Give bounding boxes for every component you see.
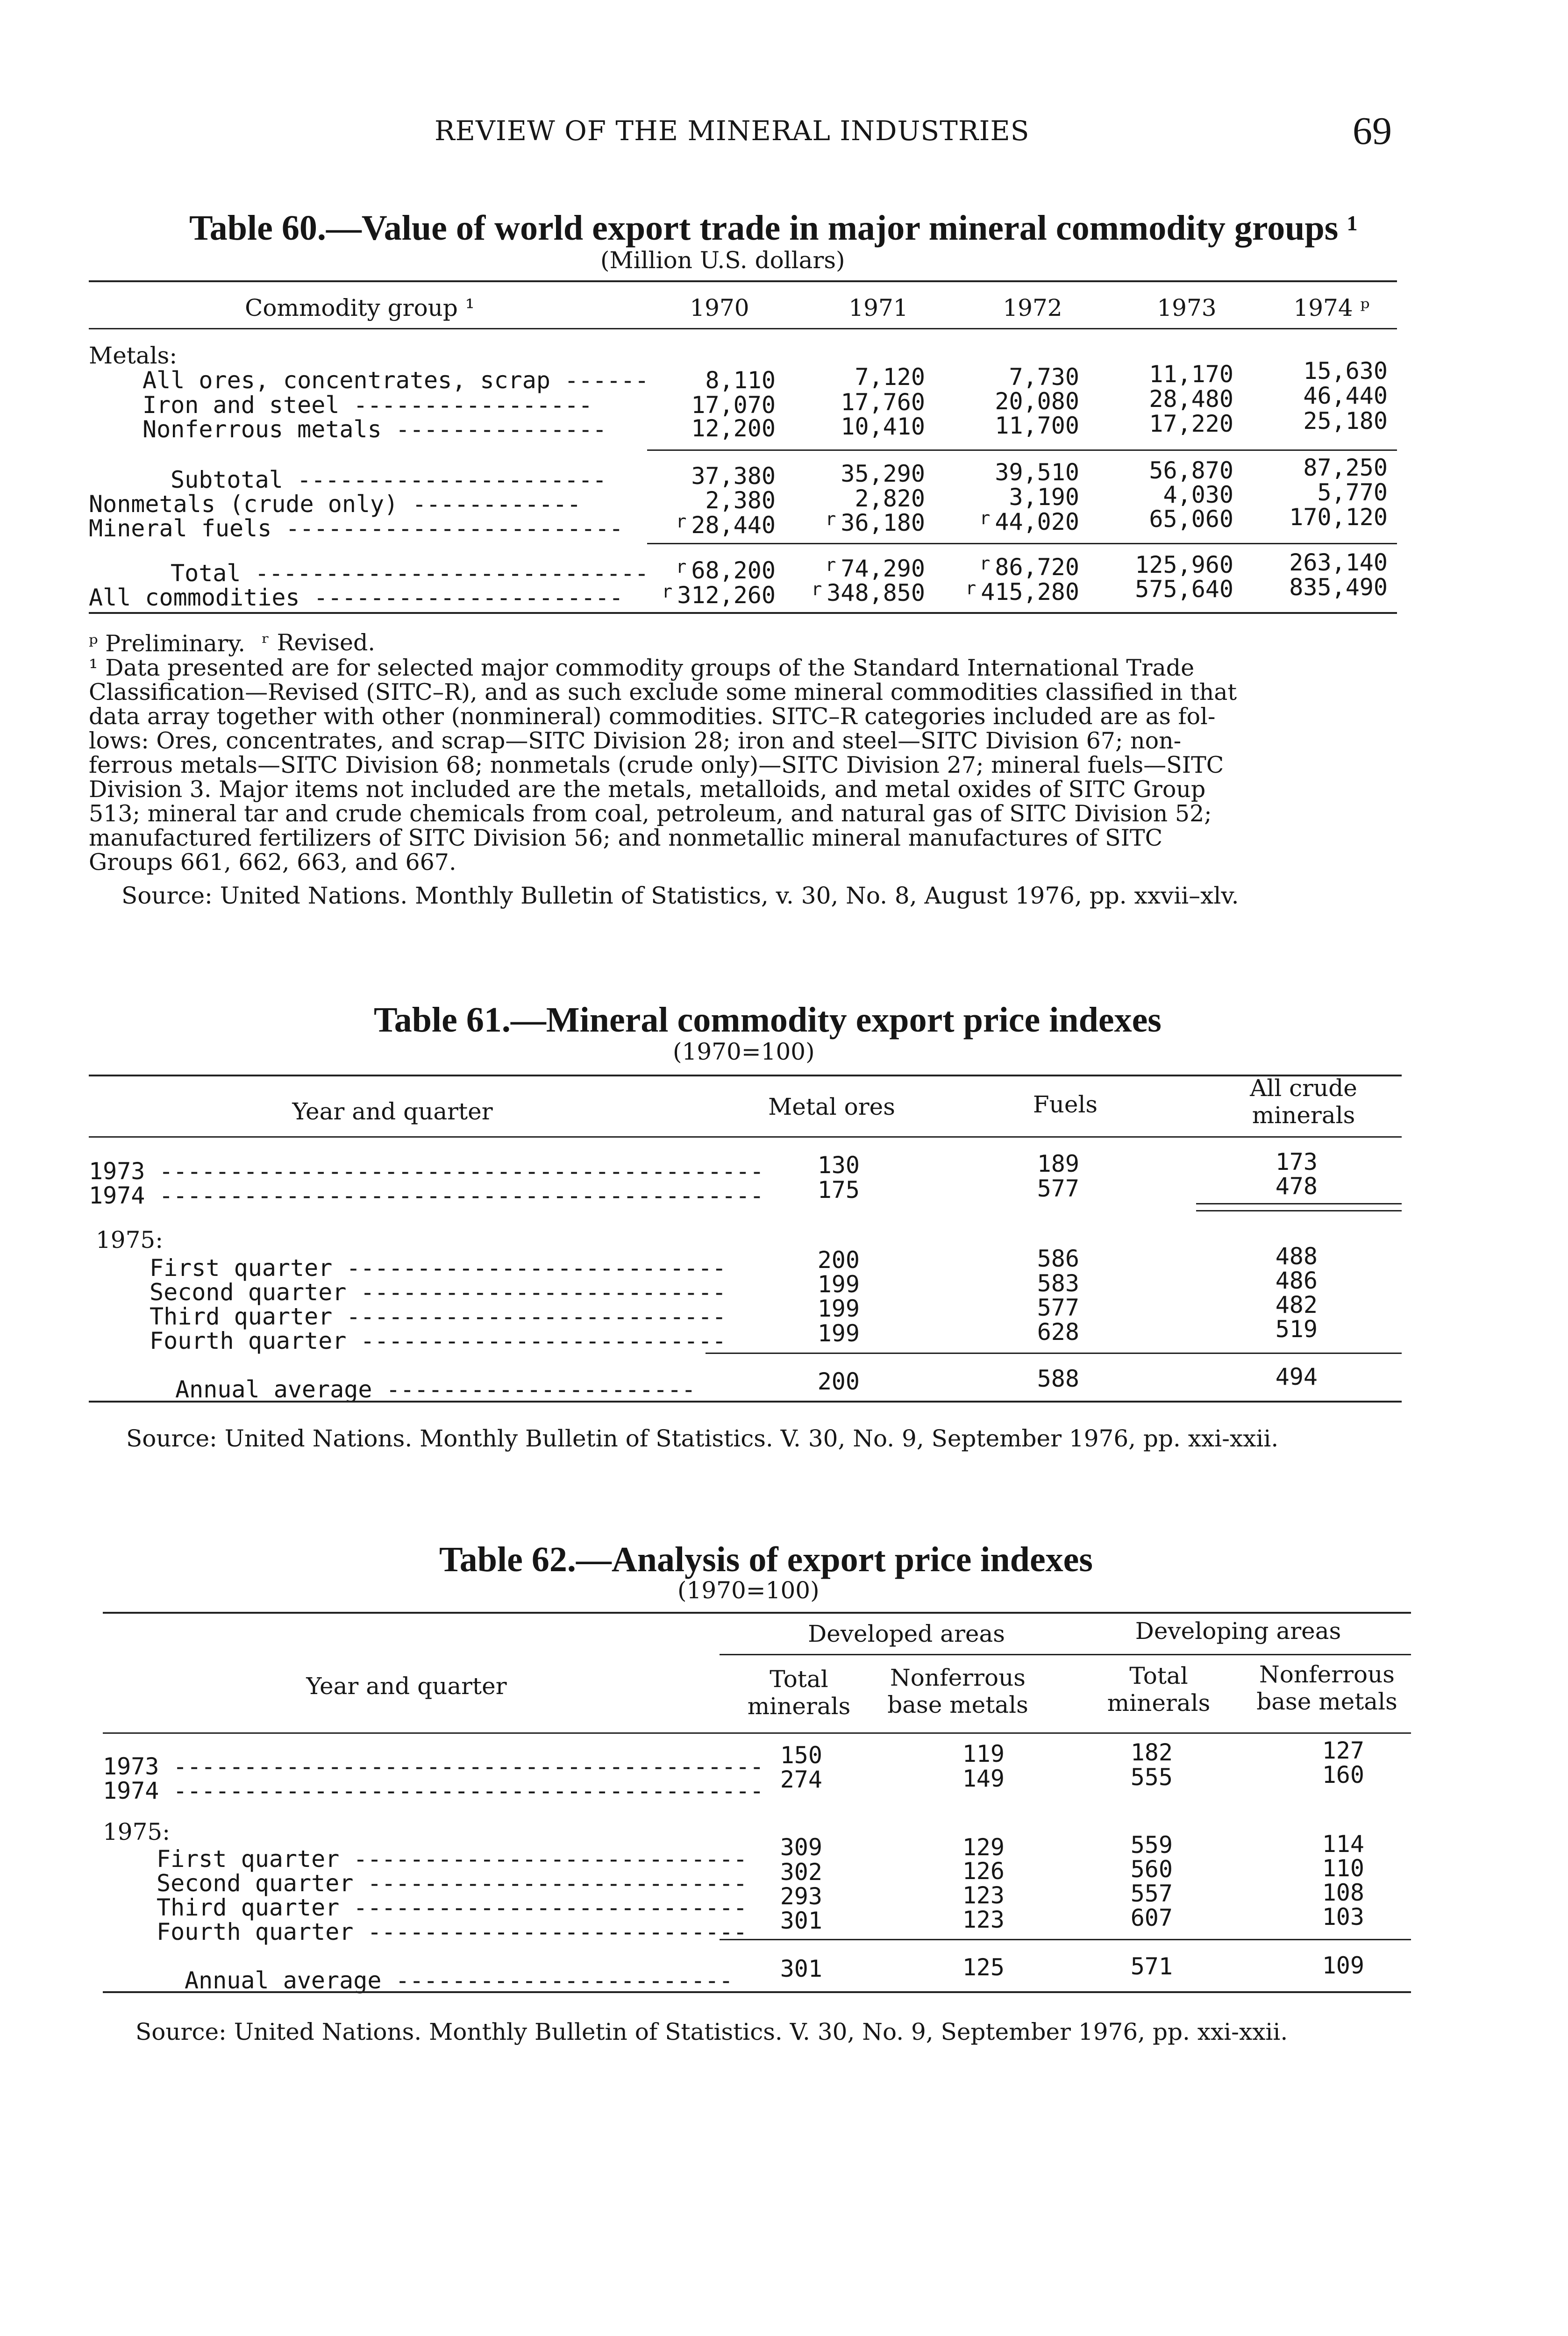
table-61-group-1975: 1975: bbox=[96, 1226, 164, 1253]
table-cell: 486 bbox=[1275, 1267, 1318, 1294]
table-cell: 109 bbox=[1322, 1952, 1364, 1979]
table-cell: 5,770 bbox=[1317, 479, 1388, 506]
table-cell: 160 bbox=[1322, 1761, 1364, 1788]
table-cell: 8,110 bbox=[705, 367, 776, 394]
footnote-line: Classification—Revised (SITC–R), and as such exclude some mineral commodities classified in that bbox=[89, 679, 1237, 705]
revised-mark: r bbox=[825, 555, 836, 575]
table-row-label: 1973 ------------------------------------------- bbox=[89, 1158, 764, 1185]
table-cell: 200 bbox=[817, 1246, 860, 1274]
table-cell: 583 bbox=[1037, 1270, 1079, 1297]
table-cell: 11,700 bbox=[995, 412, 1079, 439]
table-cell: 103 bbox=[1322, 1903, 1364, 1930]
table-cell: 65,060 bbox=[1149, 506, 1233, 533]
table-61-header-metal: Metal ores bbox=[768, 1093, 895, 1120]
table-cell: 127 bbox=[1322, 1737, 1364, 1764]
table-cell: 37,380 bbox=[691, 463, 776, 490]
revised-mark: r bbox=[662, 581, 673, 602]
table-cell: 28,480 bbox=[1149, 385, 1233, 413]
table-61-header-all bbox=[1210, 1075, 1397, 1129]
running-header: REVIEW OF THE MINERAL INDUSTRIES bbox=[435, 115, 1030, 147]
footnote-line: data array together with other (nonmineral) commodities. SITC–R categories included are as fol- bbox=[89, 703, 1216, 730]
footnote-line: manufactured fertilizers of SITC Division 56; and nonmetallic mineral manufactures of SITC bbox=[89, 825, 1163, 851]
footnote-line: Division 3. Major items not included are the metals, metalloids, and metal oxides of SITC Group bbox=[89, 776, 1206, 803]
table-cell: 11,170 bbox=[1149, 361, 1233, 388]
table-cell: 10,410 bbox=[841, 413, 925, 440]
table-61-source: Source: United Nations. Monthly Bulletin of Statistics. V. 30, No. 9, September 1976, pp. xxi-xxii. bbox=[126, 1425, 1279, 1452]
table-row-label: Mineral fuels ------------------------ bbox=[89, 515, 623, 542]
table-cell: 44,020 bbox=[995, 508, 1079, 535]
table-cell: 199 bbox=[817, 1271, 860, 1298]
table-cell: 575,640 bbox=[1135, 576, 1233, 603]
table-62-header-developing: Developing areas bbox=[1135, 1617, 1341, 1645]
table-cell: 2,820 bbox=[855, 485, 925, 512]
table-cell: 577 bbox=[1037, 1294, 1079, 1321]
table-cell: 519 bbox=[1275, 1316, 1318, 1343]
table-cell: 302 bbox=[780, 1859, 822, 1886]
table-cell: 125 bbox=[962, 1954, 1005, 1981]
table-cell: 173 bbox=[1275, 1148, 1318, 1175]
table-60-header-1971: 1971 bbox=[848, 294, 908, 321]
table-62-header-dev-nonferrous bbox=[878, 1664, 1037, 1718]
revised-mark: r bbox=[979, 508, 991, 528]
table-cell: 17,070 bbox=[691, 392, 776, 419]
table-row-label: Third quarter ---------------------------- bbox=[157, 1894, 748, 1921]
footnote-revised: ʳ Revised. bbox=[262, 629, 375, 656]
table-cell: 628 bbox=[1037, 1318, 1079, 1346]
table-cell: 586 bbox=[1037, 1245, 1079, 1272]
table-60-subtitle: (Million U.S. dollars) bbox=[600, 247, 845, 274]
table-cell: 108 bbox=[1322, 1879, 1364, 1906]
header-line: minerals bbox=[1107, 1689, 1211, 1716]
header-line: Total bbox=[770, 1666, 828, 1693]
table-62-group-1975: 1975: bbox=[103, 1818, 171, 1845]
table-60-header-1973: 1973 bbox=[1157, 294, 1217, 321]
table-62-header-devg-total bbox=[1089, 1662, 1229, 1716]
table-row-label: All ores, concentrates, scrap ------ bbox=[143, 367, 649, 394]
header-line: Nonferrous bbox=[1259, 1661, 1395, 1688]
table-62-header-devg-nonferrous bbox=[1243, 1661, 1411, 1715]
table-cell: 130 bbox=[817, 1152, 860, 1179]
table-row-label: First quarter --------------------------- bbox=[150, 1254, 727, 1282]
table-cell: 199 bbox=[817, 1295, 860, 1322]
table-cell: 15,630 bbox=[1303, 357, 1388, 385]
table-row-label: First quarter ---------------------------- bbox=[157, 1845, 748, 1873]
footnote-line: ¹ Data presented are for selected major commodity groups of the Standard International Trade bbox=[89, 655, 1195, 681]
table-row-label: Subtotal ---------------------- bbox=[171, 466, 607, 493]
table-60-source: Source: United Nations. Monthly Bulletin of Statistics, v. 30, No. 8, August 1976, pp. xxvii–xlv. bbox=[121, 882, 1239, 909]
table-cell: 68,200 bbox=[691, 557, 776, 584]
table-cell: 149 bbox=[962, 1765, 1005, 1792]
table-61-header-year: Year and quarter bbox=[292, 1098, 493, 1125]
table-61-bottom-rule bbox=[89, 1401, 1402, 1403]
table-cell: 557 bbox=[1130, 1880, 1173, 1907]
table-cell: 87,250 bbox=[1303, 454, 1388, 481]
table-60-header-1974: 1974 ᵖ bbox=[1293, 294, 1370, 321]
table-cell: 182 bbox=[1130, 1739, 1173, 1766]
table-row-label: 1974 ------------------------------------------- bbox=[89, 1182, 764, 1209]
table-62-average-rule bbox=[720, 1939, 1411, 1940]
table-62-header-developed: Developed areas bbox=[808, 1620, 1005, 1647]
table-cell: 123 bbox=[962, 1882, 1005, 1909]
table-cell: 123 bbox=[962, 1906, 1005, 1933]
table-cell: 125,960 bbox=[1135, 551, 1233, 578]
table-row-label: Total ---------------------------- bbox=[171, 560, 649, 587]
table-cell: 4,030 bbox=[1163, 481, 1233, 508]
table-cell: 17,220 bbox=[1149, 410, 1233, 437]
table-cell: 293 bbox=[780, 1883, 822, 1910]
table-62-header-rule bbox=[103, 1732, 1411, 1734]
table-cell: 36,180 bbox=[841, 509, 925, 536]
table-cell: 200 bbox=[817, 1368, 860, 1395]
table-row-label: Nonferrous metals --------------- bbox=[143, 416, 607, 443]
table-cell: 39,510 bbox=[995, 459, 1079, 486]
table-cell: 20,080 bbox=[995, 388, 1079, 415]
table-row-label: Annual average ------------------------ bbox=[185, 1967, 733, 1994]
footnote-line: lows: Ores, concentrates, and scrap—SITC Division 28; iron and steel—SITC Division 67; non- bbox=[89, 727, 1182, 754]
table-cell: 309 bbox=[780, 1834, 822, 1861]
table-cell: 46,440 bbox=[1303, 382, 1388, 409]
revised-mark: r bbox=[965, 578, 976, 598]
revised-mark: r bbox=[676, 511, 687, 532]
table-61-top-rule bbox=[89, 1075, 1402, 1076]
table-cell: 494 bbox=[1275, 1363, 1318, 1390]
table-cell: 415,280 bbox=[981, 578, 1079, 605]
footnote-preliminary: ᵖ Preliminary. bbox=[89, 630, 245, 657]
table-cell: 560 bbox=[1130, 1856, 1173, 1883]
table-cell: 17,760 bbox=[841, 389, 925, 416]
table-cell: 28,440 bbox=[691, 512, 776, 539]
table-62-bottom-rule bbox=[103, 1991, 1411, 1993]
table-cell: 835,490 bbox=[1289, 574, 1388, 601]
table-cell: 74,290 bbox=[841, 555, 925, 582]
footnote-1 bbox=[89, 656, 1402, 875]
table-61-average-rule bbox=[706, 1353, 1402, 1354]
table-cell: 199 bbox=[817, 1320, 860, 1347]
table-row-label: Third quarter --------------------------- bbox=[150, 1303, 727, 1330]
revised-mark: r bbox=[811, 579, 822, 599]
table-60-header-1970: 1970 bbox=[690, 294, 749, 321]
table-row-label: Second quarter -------------------------- bbox=[150, 1279, 727, 1306]
table-cell: 482 bbox=[1275, 1291, 1318, 1318]
header-line: Nonferrous bbox=[890, 1664, 1026, 1691]
table-cell: 189 bbox=[1037, 1150, 1079, 1177]
table-60-subtotal-rule bbox=[647, 449, 1397, 451]
table-row-label: Fourth quarter --------------------------- bbox=[157, 1918, 748, 1945]
table-cell: 263,140 bbox=[1289, 549, 1388, 576]
table-cell: 7,730 bbox=[1009, 363, 1079, 391]
table-62-subtitle: (1970=100) bbox=[677, 1577, 820, 1604]
table-row-label: All commodities ---------------------- bbox=[89, 584, 623, 611]
table-cell: 35,290 bbox=[841, 460, 925, 487]
table-61-header-fuels: Fuels bbox=[1033, 1091, 1098, 1118]
table-61-header-rule bbox=[89, 1136, 1402, 1138]
table-cell: 25,180 bbox=[1303, 407, 1388, 434]
table-62-group-rule bbox=[720, 1654, 1411, 1655]
table-cell: 348,850 bbox=[827, 579, 925, 606]
table-62-header-year: Year and quarter bbox=[306, 1673, 507, 1700]
table-61-rule-b bbox=[1196, 1210, 1402, 1211]
table-cell: 129 bbox=[962, 1834, 1005, 1861]
table-cell: 86,720 bbox=[995, 554, 1079, 581]
footnote-line: 513; mineral tar and crude chemicals from coal, petroleum, and natural gas of SITC Division 52; bbox=[89, 800, 1212, 827]
table-60-total-rule bbox=[647, 543, 1397, 544]
footnote-line: Groups 661, 662, 663, and 667. bbox=[89, 849, 456, 876]
table-60-group-metals: Metals: bbox=[89, 342, 178, 369]
revised-mark: r bbox=[676, 556, 687, 577]
table-60-header-rule bbox=[89, 328, 1397, 329]
header-line: minerals bbox=[1252, 1102, 1355, 1129]
table-row-label: Second quarter --------------------------- bbox=[157, 1870, 748, 1897]
table-row-label: Annual average ---------------------- bbox=[175, 1376, 696, 1403]
table-cell: 312,260 bbox=[677, 582, 776, 609]
table-cell: 150 bbox=[780, 1742, 822, 1769]
table-62-source: Source: United Nations. Monthly Bulletin of Statistics. V. 30, No. 9, September 1976, pp. xxi-xxii. bbox=[135, 2018, 1288, 2045]
table-cell: 126 bbox=[962, 1858, 1005, 1885]
table-cell: 555 bbox=[1130, 1764, 1173, 1791]
footnote-line: ferrous metals—SITC Division 68; nonmetals (crude only)—SITC Division 27; mineral fuels—SITC bbox=[89, 752, 1224, 778]
table-62-title: Table 62.—Analysis of export price indexes bbox=[439, 1540, 1093, 1579]
header-line: base metals bbox=[887, 1691, 1028, 1718]
table-cell: 301 bbox=[780, 1907, 822, 1934]
table-row-label: 1973 ------------------------------------------ bbox=[103, 1753, 764, 1780]
table-cell: 559 bbox=[1130, 1831, 1173, 1859]
table-61-rule-a bbox=[1196, 1203, 1402, 1204]
header-line: Total bbox=[1129, 1662, 1188, 1689]
table-61-subtitle: (1970=100) bbox=[673, 1038, 815, 1065]
table-60-top-rule bbox=[89, 280, 1397, 282]
table-cell: 114 bbox=[1322, 1830, 1364, 1858]
table-cell: 588 bbox=[1037, 1365, 1079, 1392]
table-cell: 56,870 bbox=[1149, 457, 1233, 484]
table-cell: 119 bbox=[962, 1740, 1005, 1767]
table-row-label: 1974 ------------------------------------------ bbox=[103, 1777, 764, 1804]
table-cell: 488 bbox=[1275, 1243, 1318, 1270]
table-cell: 175 bbox=[817, 1176, 860, 1204]
table-cell: 571 bbox=[1130, 1953, 1173, 1980]
header-line: base metals bbox=[1256, 1688, 1397, 1715]
table-row-label: Nonmetals (crude only) ------------ bbox=[89, 491, 581, 518]
table-60-header-1972: 1972 bbox=[1003, 294, 1062, 321]
table-cell: 478 bbox=[1275, 1173, 1318, 1200]
table-cell: 577 bbox=[1037, 1175, 1079, 1202]
table-cell: 7,120 bbox=[855, 363, 925, 391]
revised-mark: r bbox=[979, 553, 991, 574]
table-cell: 301 bbox=[780, 1955, 822, 1982]
table-cell: 274 bbox=[780, 1766, 822, 1793]
table-61-title: Table 61.—Mineral commodity export price indexes bbox=[374, 1000, 1162, 1040]
table-60-title: Table 60.—Value of world export trade in major mineral commodity groups ¹ bbox=[189, 208, 1358, 248]
table-row-label: Iron and steel ----------------- bbox=[143, 392, 593, 419]
table-cell: 2,380 bbox=[705, 487, 776, 514]
table-62-header-dev-total bbox=[729, 1666, 869, 1720]
header-line: minerals bbox=[747, 1693, 851, 1720]
page-number: 69 bbox=[1353, 109, 1392, 153]
table-62-top-rule bbox=[103, 1612, 1411, 1614]
table-cell: 607 bbox=[1130, 1904, 1173, 1931]
header-line: All crude bbox=[1250, 1075, 1357, 1102]
table-cell: 12,200 bbox=[691, 415, 776, 442]
table-cell: 170,120 bbox=[1289, 504, 1388, 531]
table-cell: 3,190 bbox=[1009, 484, 1079, 511]
table-60-bottom-rule bbox=[89, 612, 1397, 614]
table-row-label: Fourth quarter -------------------------- bbox=[150, 1327, 727, 1354]
table-cell: 110 bbox=[1322, 1855, 1364, 1882]
table-60-header-commodity: Commodity group ¹ bbox=[245, 294, 475, 321]
revised-mark: r bbox=[825, 509, 836, 529]
